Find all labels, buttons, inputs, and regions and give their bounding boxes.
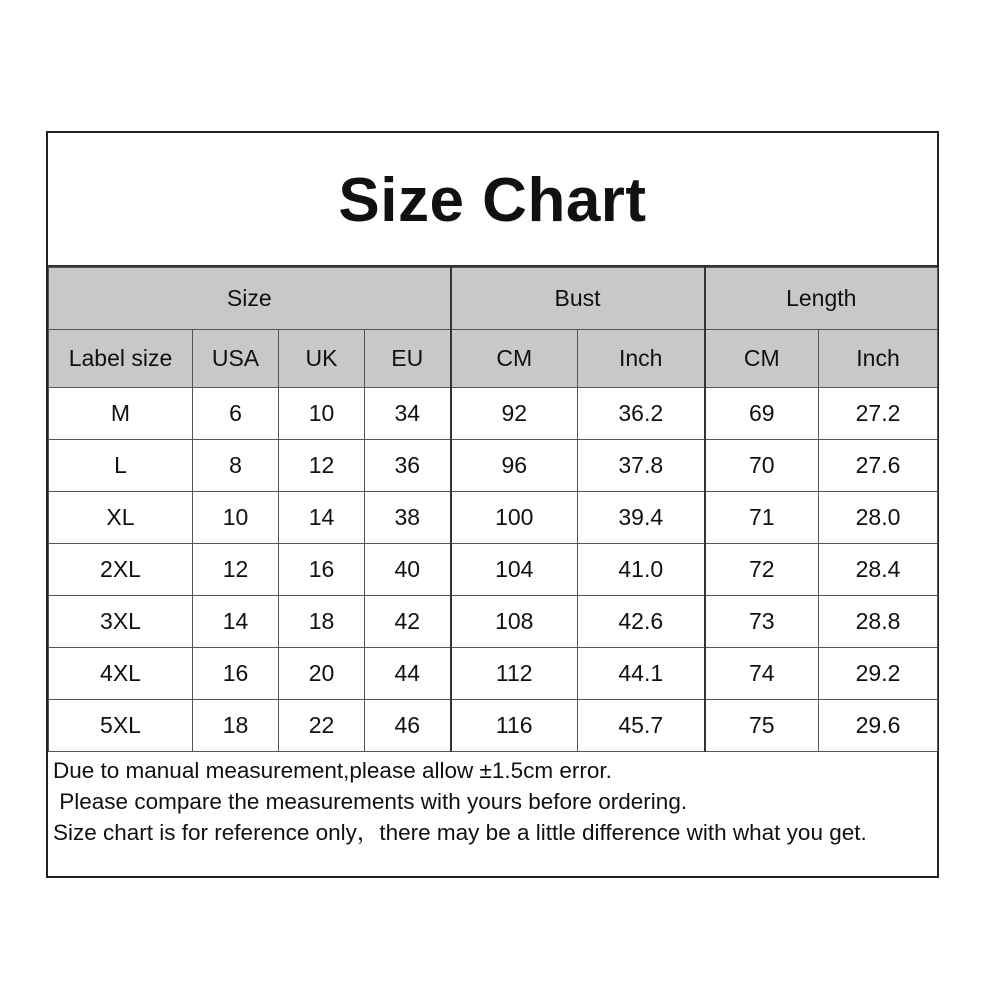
group-header-length: Length [705,268,938,330]
column-header: CM [451,330,578,388]
table-cell: 44 [365,648,451,700]
table-cell: 112 [451,648,578,700]
table-row [49,388,938,440]
table-cell: 14 [279,492,365,544]
table-cell: 69 [705,388,819,440]
table-row [49,492,938,544]
table-cell: 96 [451,440,578,492]
column-header: EU [365,330,451,388]
table-cell: 28.0 [819,492,938,544]
table-cell: 40 [365,544,451,596]
table-cell: M [49,388,193,440]
table-cell: 104 [451,544,578,596]
table-cell: 28.4 [819,544,938,596]
table-cell: 116 [451,700,578,752]
table-cell: 6 [193,388,279,440]
group-header-size: Size [49,268,451,330]
table-cell: 27.6 [819,440,938,492]
title-box [48,133,937,267]
table-cell: 42.6 [578,596,705,648]
table-row [49,700,938,752]
table-row [49,648,938,700]
table-cell: 12 [193,544,279,596]
table-cell: 20 [279,648,365,700]
table-cell: 44.1 [578,648,705,700]
table-cell: 16 [193,648,279,700]
table-cell: 42 [365,596,451,648]
table-cell: 29.2 [819,648,938,700]
table-row [49,440,938,492]
table-cell: 70 [705,440,819,492]
table-cell: 45.7 [578,700,705,752]
note-line: Size chart is for reference only，there may be a little difference with what you get. [53,820,867,845]
table-cell: 22 [279,700,365,752]
table-cell: 37.8 [578,440,705,492]
table-cell: 18 [193,700,279,752]
note-line: Please compare the measurements with yours before ordering. [53,789,688,814]
group-header-bust: Bust [451,268,705,330]
table-cell: 39.4 [578,492,705,544]
table-cell: 10 [279,388,365,440]
table-cell: 36.2 [578,388,705,440]
column-header: Label size [49,330,193,388]
table-cell: 108 [451,596,578,648]
table-cell: 5XL [49,700,193,752]
table-cell: 36 [365,440,451,492]
size-chart-sheet [46,131,939,878]
table-cell: 72 [705,544,819,596]
table-cell: 41.0 [578,544,705,596]
table-cell: 3XL [49,596,193,648]
table-cell: 4XL [49,648,193,700]
table-cell: 38 [365,492,451,544]
column-header: Inch [819,330,938,388]
page-title: Size Chart [338,165,647,235]
table-cell: 14 [193,596,279,648]
table-cell: L [49,440,193,492]
note-line: Due to manual measurement,please allow ±1.5cm error. [53,758,612,783]
column-header: UK [279,330,365,388]
table-cell: 71 [705,492,819,544]
table-cell: XL [49,492,193,544]
table-cell: 46 [365,700,451,752]
table-cell: 75 [705,700,819,752]
table-row [49,544,938,596]
table-cell: 74 [705,648,819,700]
column-header: CM [705,330,819,388]
column-header-row [49,330,938,388]
column-header: Inch [578,330,705,388]
group-header-row [49,268,938,330]
table-cell: 34 [365,388,451,440]
table-cell: 12 [279,440,365,492]
size-table [48,267,938,752]
table-cell: 28.8 [819,596,938,648]
table-cell: 8 [193,440,279,492]
table-cell: 27.2 [819,388,938,440]
table-cell: 16 [279,544,365,596]
table-cell: 92 [451,388,578,440]
notes-box [48,749,937,848]
table-cell: 18 [279,596,365,648]
table-cell: 100 [451,492,578,544]
table-row [49,596,938,648]
table-cell: 10 [193,492,279,544]
table-cell: 73 [705,596,819,648]
table-cell: 2XL [49,544,193,596]
table-cell: 29.6 [819,700,938,752]
column-header: USA [193,330,279,388]
